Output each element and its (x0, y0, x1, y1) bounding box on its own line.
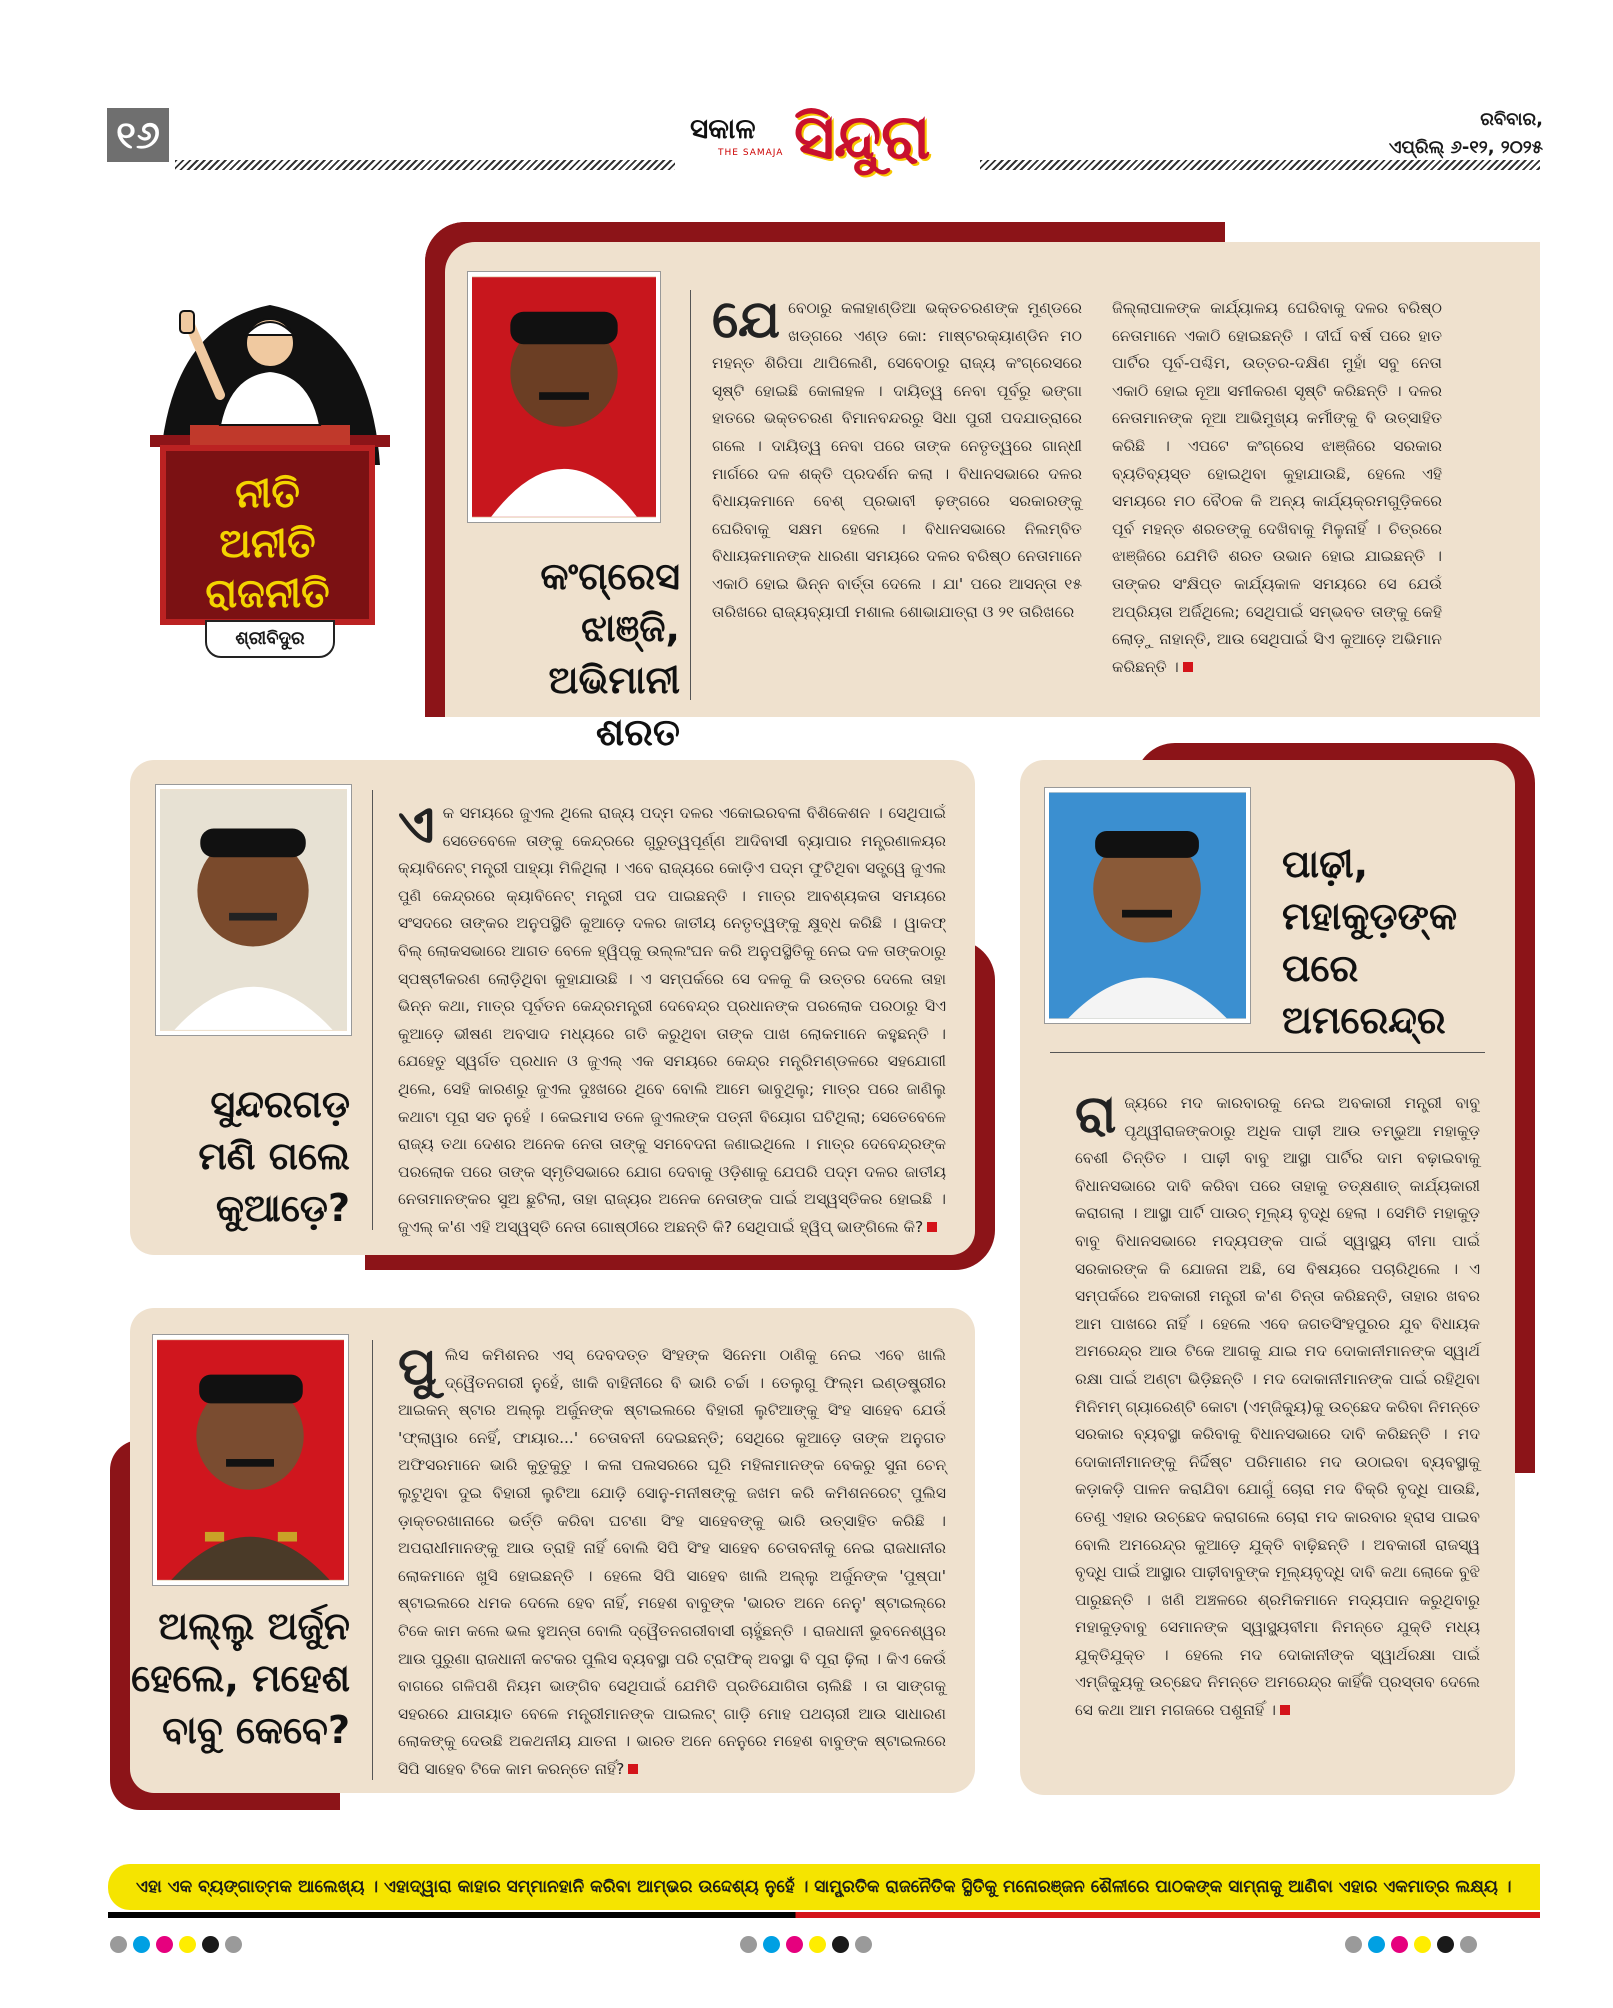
registration-dot (786, 1936, 803, 1953)
registration-dot (832, 1936, 849, 1953)
congress-divider (690, 290, 691, 700)
congress-text-col2 (1112, 295, 1442, 681)
congress-col1-text: ବେଠାରୁ କଳାହାଣ୍ଡିଆ ଭକ୍ତଚରଣଙ୍କ ମୁଣ୍ଡରେ ଖଡ୍ଗରେ ଏଣ୍ଡ କୋ: ମାଷ୍ଟରକ୍ୟାଣ୍ଡିନ ମଠ ମହନ୍ତ ଶିରିପା ଥାପିଲେଣି, ସେବେଠାରୁ ରାଜ୍ୟ କଂଗ୍ରେସରେ ସୃଷ୍ଟି ହୋଇଛି କୋଳାହଳ । ଦାୟିତ୍ୱ ନେବା ପୂର୍ବରୁ ଭଙ୍ଗା ହାତରେ ଭକ୍ତଚରଣ ବିମାନବନ୍ଦରରୁ ସିଧା ପୁରୀ ପଦଯାତ୍ରାରେ ଗଲେ । ଦାୟିତ୍ୱ ନେବା ପରେ ତାଙ୍କ ନେତୃତ୍ୱରେ ଗାନ୍ଧୀ ମାର୍ଗରେ ଦଳ ଶକ୍ତି ପ୍ରଦର୍ଶନ କଲା । ବିଧାନସଭାରେ ଦଳର ବିଧାୟକମାନେ ବେଶ୍ ପ୍ରଭାବୀ ଢ଼ଙ୍ଗରେ ସରକାରଙ୍କୁ ଘେରିବାକୁ ସକ୍ଷମ ହେଲେ । ବିଧାନସଭାରେ ନିଲମ୍ବିତ ବିଧାୟକମାନଙ୍କ ଧାରଣା ସମୟରେ ଦଳର ବରିଷ୍ଠ ନେତାମାନେ ଏକାଠି ହୋଇ ଭିନ୍ନ ବାର୍ତ୍ତା ଦେଲେ । ଯା' ପରେ ଆସନ୍ତା ୧୫ ତାରିଖରେ ରାଜ୍ୟବ୍ୟାପୀ ମଶାଲ ଶୋଭାଯାତ୍ରା ଓ ୨୧ ତାରିଖରେ (712, 299, 1082, 621)
registration-dot (1368, 1936, 1385, 1953)
sundargarh-headline-line-3: କୁଆଡ଼େ? (215, 1186, 350, 1230)
pradhi-headline-line-4: ଅମରେନ୍ଦ୍ର (1282, 998, 1446, 1042)
sundargarh-text (398, 795, 946, 1242)
police-headline-line-3: ବାବୁ କେବେ? (162, 1708, 350, 1752)
portrait-icon (1049, 792, 1246, 1019)
police-headline (130, 1600, 350, 1756)
registration-dot (110, 1936, 127, 1953)
pradhi-divider (1050, 1052, 1485, 1053)
police-headline-line-2: ହେଲେ, ମହେଶ (131, 1656, 350, 1700)
end-mark-icon (1183, 662, 1193, 672)
registration-dot (202, 1936, 219, 1953)
sundargarh-dropcap: ଏ (398, 795, 435, 855)
police-photo (153, 1335, 348, 1585)
column-title-line-2: ଅନୀତି (219, 521, 316, 567)
portrait-icon (472, 276, 656, 518)
registration-marks-right (1345, 1935, 1477, 1953)
end-mark-icon (1280, 1705, 1290, 1715)
police-headline-line-1: ଅଲ୍ଲୁ ଅର୍ଜୁନ (158, 1604, 350, 1648)
police-text (398, 1337, 946, 1784)
registration-dot (1460, 1936, 1477, 1953)
issue-day: ରବିବାର, (1480, 109, 1543, 130)
sundargarh-headline-line-2: ମଣି ଗଲେ (198, 1134, 350, 1178)
end-mark-icon (628, 1764, 638, 1774)
registration-dot (740, 1936, 757, 1953)
police-dropcap: ପୁ (398, 1337, 437, 1397)
congress-headline (470, 550, 680, 758)
sundargarh-headline (150, 1078, 350, 1234)
brand-small: ସକାଳ (690, 112, 756, 145)
congress-dropcap: ଯେ (712, 290, 781, 350)
pradhi-headline-line-3: ପରେ (1282, 946, 1359, 990)
registration-marks-left (110, 1935, 242, 1953)
column-title-box (160, 445, 375, 625)
sundargarh-divider (372, 790, 373, 1230)
column-title-line-3: ରାଜନୀତି (205, 571, 330, 617)
sundargarh-headline-line-1: ସୁନ୍ଦରଗଡ଼ (210, 1082, 350, 1126)
satire-disclaimer: ଏହା ଏକ ବ୍ୟଙ୍ଗାତ୍ମକ ଆଲେଖ୍ୟ । ଏହାଦ୍ୱାରା କାହାର ସମ୍ମାନହାନି କରିବା ଆମ୍ଭର ଉଦ୍ଦେଶ୍ୟ ନୁହେଁ । ସାମ୍ପ୍ରତିକ ରାଜନୈତିକ ସ୍ଥିତିକୁ ମନୋରଞ୍ଜନ ଶୈଳୀରେ ପାଠକଙ୍କ ସାମ୍ନାକୁ ଆଣିବା ଏହାର ଏକମାତ୍ର ଲକ୍ଷ୍ୟ । (108, 1864, 1540, 1910)
pradhi-headline-line-1: ପାଢ଼ୀ, (1282, 842, 1369, 886)
police-body-text: ଲିସ କମିଶନର ଏସ୍ ଦେବଦତ୍ତ ସିଂହଙ୍କ ସିନେମା ଠାଣିକୁ ନେଇ ଏବେ ଖାଲି ଦ୍ୱୈତନଗରୀ ନୁହେଁ, ଖାକି ବାହିନୀରେ ବି ଭାରି ଚର୍ଚ୍ଚା । ତେଲୁଗୁ ଫିଲ୍ମ ଇଣ୍ଡଷ୍ଟ୍ରୀର ଆଇକନ୍ ଷ୍ଟାର ଅଲ୍ଲୁ ଅର୍ଜୁନଙ୍କ ଷ୍ଟାଇଲରେ ବିହାରୀ ଲୁଟିଆଙ୍କୁ ସିଂହ ସାହେବ ଯେଉଁ 'ଫ୍ଲାୱାର ନେହିଁ, ଫାୟାର...' ଚେତାବନୀ ଦେଇଛନ୍ତି; ସେଥିରେ କୁଆଡ଼େ ତାଙ୍କ ଅନୁଗତ ଅଫିସରମାନେ ଭାରି କୁତୁକୁତୁ । କଳା ପଲସରରେ ଘୂରି ମହିଳାମାନଙ୍କ ବେକରୁ ସୁନା ଚେନ୍ ଲୁଟୁଥିବା ଦୁଇ ବିହାରୀ ଲୁଟିଆ ଯୋଡ଼ି ସୋନୁ-ମନୀଷଙ୍କୁ ଜଖମ କରି କମିଶନରେଟ୍ ପୁଲିସ ଡ଼ାକ୍ତରଖାନାରେ ଭର୍ତ୍ତି କରିବା ଘଟଣା ସିଂହ ସାହେବଙ୍କୁ ଭାରି ଉତ୍ସାହିତ କରିଛି । ଅପରାଧୀମାନଙ୍କୁ ଆଉ ତ୍ରାହି ନାହିଁ ବୋଲି ସିପି ସିଂହ ସାହେବ ଚେତାବନୀକୁ ନେଇ ରାଜଧାନୀର ଲୋକମାନେ ଖୁସି ହୋଇଛନ୍ତି । ହେଲେ ସିପି ସାହେବ ଖାଲି ଅଲ୍ଲୁ ଅର୍ଜୁନଙ୍କ 'ପୁଷ୍ପା' ଷ୍ଟାଇଲରେ ଧମକ ଦେଲେ ହେବ ନାହିଁ, ମହେଶ ବାବୁଙ୍କ 'ଭାରତ ଅନେ ନେନୁ' ଷ୍ଟାଇଲ୍‌ରେ ଟିକେ କାମ କଲେ ଭଲ ହୁଅନ୍ତା ବୋଲି ଦ୍ୱୈତନଗରୀବାସୀ ଚାହୁଁଛନ୍ତି । ରାଜଧାନୀ ଭୁବନେଶ୍ୱର ଆଉ ପୁରୁଣା ରାଜଧାନୀ କଟକର ପୁଲିସ ବ୍ୟବସ୍ଥା ପରି ଟ୍ରାଫିକ୍ ଅବସ୍ଥା ବି ପୂରା ଢ଼ିଲା । କିଏ କେଉଁ ବାଗରେ ଗଳିପଶି ନିୟମ ଭାଙ୍ଗିବ ସେଥିପାଇଁ ଯେମିତି ପ୍ରତିଯୋଗିତା ଚାଲିଛି । ତା ସାଙ୍ଗକୁ ସହରରେ ଯାତାୟାତ ବେଳେ ମନ୍ତ୍ରୀମାନଙ୍କ ପାଇଲଟ୍ ଗାଡ଼ି ମୋହ ପଥଚାରୀ ଆଉ ସାଧାରଣ ଲୋକଙ୍କୁ ଦେଉଛି ଅକଥନୀୟ ଯାତନା । ଭାରତ ଅନେ ନେନୁରେ ମହେଶ ବାବୁଙ୍କ ଷ୍ଟାଇଲରେ ସିପି ସାହେବ ଟିକେ କାମ କରନ୍ତେ ନାହିଁ? (398, 1346, 946, 1778)
police-divider (372, 1340, 373, 1780)
registration-dot (763, 1936, 780, 1953)
end-mark-icon (927, 1222, 937, 1232)
header-rule-left (175, 160, 675, 170)
masthead-logo (690, 98, 970, 190)
footer-bar (108, 1912, 1540, 1918)
pradhi-photo (1045, 788, 1250, 1023)
sundargarh-photo (156, 785, 351, 1035)
registration-dot (1414, 1936, 1431, 1953)
column-title-line-1: ନୀତି (235, 471, 300, 517)
congress-photo (468, 272, 660, 522)
registration-dot (225, 1936, 242, 1953)
pradhi-dropcap: ରା (1075, 1085, 1117, 1145)
brand-small-sub: THE SAMAJA (718, 148, 784, 158)
pradhi-headline (1282, 838, 1502, 1046)
registration-dot (156, 1936, 173, 1953)
pradhi-headline-line-2: ମହାକୁଡ଼ଙ୍କ (1282, 894, 1458, 938)
issue-date-range: ଏପ୍ରିଲ୍ ୬-୧୨, ୨୦୨୫ (1388, 137, 1543, 158)
brand-main: ସିନ୍ଦୁରା (794, 100, 931, 173)
registration-dot (133, 1936, 150, 1953)
registration-dot (1345, 1936, 1362, 1953)
portrait-icon (160, 789, 347, 1031)
page-number: ୧୬ (107, 108, 169, 162)
congress-col2-text: ଜିଲ୍ଲାପାଳଙ୍କ କାର୍ଯ୍ୟାଳୟ ଘେରିବାକୁ ଦଳର ବରିଷ୍ଠ ନେତାମାନେ ଏକାଠି ହୋଇଛନ୍ତି । ଦୀର୍ଘ ବର୍ଷ ପରେ ହାତ ପାର୍ଟିର ପୂର୍ବ-ପଶ୍ଚିମ, ଉତ୍ତର-ଦକ୍ଷିଣ ମୁହାଁ ସବୁ ନେତା ଏକାଠି ହୋଇ ନୂଆ ସମୀକରଣ ସୃଷ୍ଟି କରିଛନ୍ତି । ଦଳର ନେତାମାନଙ୍କ ନୂଆ ଆଭିମୁଖ୍ୟ କର୍ମୀଙ୍କୁ ବି ଉତ୍ସାହିତ କରିଛି । ଏପଟେ କଂଗ୍ରେସ ଝାଞ୍ଜିରେ ସରକାର ବ୍ୟତିବ୍ୟସ୍ତ ହୋଇଥିବା କୁହାଯାଉଛି, ହେଲେ ଏହି ସମୟରେ ମଠ ବୈଠକ କି ଅନ୍ୟ କାର୍ଯ୍ୟକ୍ରମଗୁଡ଼ିକରେ ପୂର୍ବ ମହନ୍ତ ଶରତଙ୍କୁ ଦେଖିବାକୁ ମିଳୁନାହିଁ । ଚିତ୍ରରେ ଝାଞ୍ଜିରେ ଯେମିତି ଶରତ ଉଭାନ ହୋଇ ଯାଇଛନ୍ତି । ତାଙ୍କର ସଂକ୍ଷିପ୍ତ କାର୍ଯ୍ୟକାଳ ସମୟରେ ସେ ଯେଉଁ ଅପ୍ରିୟତା ଅର୍ଜିଥିଲେ; ସେଥିପାଇଁ ସମ୍ଭବତ ତାଙ୍କୁ କେହି ଲୋଡ଼ୁ ନାହାନ୍ତି, ଆଉ ସେଥିପାଇଁ ସିଏ କୁଆଡ଼େ ଅଭିମାନ କରିଛନ୍ତି । (1112, 299, 1442, 676)
registration-dot (179, 1936, 196, 1953)
column-byline: ଶ୍ରୀବିଦୁର (205, 620, 335, 658)
congress-headline-line-2: ଅଭିମାନୀ (548, 658, 680, 702)
congress-headline-line-3: ଶରତ (595, 710, 680, 754)
registration-dot (1391, 1936, 1408, 1953)
registration-dot (1437, 1936, 1454, 1953)
issue-date (1389, 106, 1543, 162)
pradhi-text (1075, 1085, 1480, 1725)
sundargarh-body-text: କ ସମୟରେ ଜୁଏଲ ଥିଲେ ରାଜ୍ୟ ପଦ୍ମ ଦଳର ଏକୋଇରବଳା ବିଶିକେଶନ । ସେଥିପାଇଁ ସେତେବେଳେ ତାଙ୍କୁ କେନ୍ଦ୍ରରେ ଗୁରୁତ୍ୱପୂର୍ଣ୍ଣ ଆଦିବାସୀ ବ୍ୟାପାର ମନ୍ତ୍ରଣାଳୟର କ୍ୟାବିନେଟ୍ ମନ୍ତ୍ରୀ ପାହ୍ୟା ମିଳିଥିଲା । ଏବେ ରାଜ୍ୟରେ କୋଡ଼ିଏ ପଦ୍ମ ଫୁଟିଥିବା ସତ୍ତ୍ୱେ ଜୁଏଲ ପୁଣି କେନ୍ଦ୍ରରେ କ୍ୟାବିନେଟ୍ ମନ୍ତ୍ରୀ ପଦ ପାଇଛନ୍ତି । ମାତ୍ର ଆବଶ୍ୟକତା ସମୟରେ ସଂସଦରେ ତାଙ୍କର ଅନୁପସ୍ଥିତି କୁଆଡ଼େ ଦଳର ଜାତୀୟ ନେତୃତ୍ୱଙ୍କୁ କ୍ଷୁବ୍ଧ କରିଛି । ୱାକଫ୍ ବିଲ୍ ଲୋକସଭାରେ ଆଗତ ବେଳେ ହ୍ୱିପ୍‌କୁ ଉଲ୍ଲଂଘନ କରି ଅନୁପସ୍ଥିତିକୁ ନେଇ ଦଳ ତାଙ୍କଠାରୁ ସ୍ପଷ୍ଟୀକରଣ ଲୋଡ଼ିଥିବା କୁହାଯାଉଛି । ଏ ସମ୍ପର୍କରେ ସେ ଦଳକୁ କି ଉତ୍ତର ଦେଲେ ତାହା ଭିନ୍ନ କଥା, ମାତ୍ର ପୂର୍ବତନ କେନ୍ଦ୍ରମନ୍ତ୍ରୀ ଦେବେନ୍ଦ୍ର ପ୍ରଧାନଙ୍କ ପରଲୋକ ପରଠାରୁ ସିଏ କୁଆଡ଼େ ଭୀଷଣ ଅବସାଦ ମଧ୍ୟରେ ଗତି କରୁଥିବା ତାଙ୍କ ପାଖ ଲୋକମାନେ କହୁଛନ୍ତି । ଯେହେତୁ ସ୍ୱର୍ଗତ ପ୍ରଧାନ ଓ ଜୁଏଲ୍ ଏକ ସମୟରେ କେନ୍ଦ୍ର ମନ୍ତ୍ରିମଣ୍ଡଳରେ ସହଯୋଗୀ ଥିଲେ, ସେହି କାରଣରୁ ଜୁଏଲ ଦୁଃଖରେ ଥିବେ ବୋଲି ଆମେ ଭାବୁଥିଲୁ; ମାତ୍ର ପରେ ଜାଣିଲୁ କଥାଟା ପୂରା ସତ ନୁହେଁ । କେଇମାସ ତଳେ ଜୁଏଲଙ୍କ ପତ୍ନୀ ବିୟୋଗ ଘଟିଥିଲା; ସେତେବେଳେ ରାଜ୍ୟ ତଥା ଦେଶର ଅନେକ ନେତା ତାଙ୍କୁ ସମବେଦନା ଜଣାଇଥିଲେ । ମାତ୍ର ଦେବେନ୍ଦ୍ରଙ୍କ ପରଲୋକ ପରେ ତାଙ୍କ ସ୍ମୃତିସଭାରେ ଯୋଗ ଦେବାକୁ ଓଡ଼ିଶାକୁ ଯେପରି ପଦ୍ମ ଦଳର ଜାତୀୟ ନେତାମାନଙ୍କର ସୁଅ ଛୁଟିଲା, ତାହା ରାଜ୍ୟର ଅନେକ ନେତାଙ୍କ ପାଇଁ ଅସ୍ୱସ୍ତିକର ହୋଇଛି । ଜୁଏଲ୍ କ'ଣ ଏହି ଅସ୍ୱସ୍ତି ନେତା ଗୋଷ୍ଠୀରେ ଅଛନ୍ତି କି? ସେଥିପାଇଁ ହ୍ୱିପ୍ ଭାଙ୍ଗିଲେ କି? (398, 804, 946, 1236)
registration-dot (809, 1936, 826, 1953)
registration-marks-center (740, 1935, 872, 1953)
congress-text-col1 (712, 290, 1082, 626)
pradhi-body-text: ଜ୍ୟରେ ମଦ କାରବାରକୁ ନେଇ ଅବକାରୀ ମନ୍ତ୍ରୀ ବାବୁ ପୃଥ୍ୱୀରାଜଙ୍କଠାରୁ ଅଧିକ ପାଢ଼ୀ ଆଉ ତମ୍ଭୁଆ ମହାକୁଡ଼ ବେଶୀ ଚିନ୍ତିତ । ପାଢ଼ୀ ବାବୁ ଆସ୍ଥା ପାର୍ଟିର ଦାମ ବଢ଼ାଇବାକୁ ବିଧାନସଭାରେ ଦାବି କରିବା ପରେ ତାହାକୁ ତତ୍‌କ୍ଷଣାତ୍ କାର୍ଯ୍ୟକାରୀ କରାଗଲା । ଆସ୍ଥା ପାର୍ଟି ପାଉଚ୍ ମୂଲ୍ୟ ବୃଦ୍ଧି ହେଲା । ସେମିତି ମହାକୁଡ଼ ବାବୁ ବିଧାନସଭାରେ ମଦ୍ୟପଙ୍କ ପାଇଁ ସ୍ୱାସ୍ଥ୍ୟ ବୀମା ପାଇଁ ସରକାରଙ୍କ କି ଯୋଜନା ଅଛି, ସେ ବିଷୟରେ ପଚାରିଥିଲେ । ଏ ସମ୍ପର୍କରେ ଅବକାରୀ ମନ୍ତ୍ରୀ କ'ଣ ଚିନ୍ତା କରିଛନ୍ତି, ତାହାର ଖବର ଆମ ପାଖରେ ନାହିଁ । ହେଲେ ଏବେ ଜଗତସିଂହପୁରର ଯୁବ ବିଧାୟକ ଅମରେନ୍ଦ୍ର ଆଉ ଟିକେ ଆଗକୁ ଯାଇ ମଦ ଦୋକାନୀମାନଙ୍କ ସ୍ୱାର୍ଥ ରକ୍ଷା ପାଇଁ ଅଣ୍ଟା ଭିଡ଼ିଛନ୍ତି । ମଦ ଦୋକାନୀମାନଙ୍କ ପାଇଁ ରହିଥିବା ମିନିମମ୍ ଗ୍ୟାରେଣ୍ଟି କୋଟା (ଏମ୍‌ଜିକ୍ୟୁ)କୁ ଉଚ୍ଛେଦ କରିବା ନିମନ୍ତେ ସରକାର ବ୍ୟବସ୍ଥା କରିବାକୁ ବିଧାନସଭାରେ ଦାବି କରିଛନ୍ତି । ମଦ ଦୋକାନୀମାନଙ୍କୁ ନିର୍ଦ୍ଦିଷ୍ଟ ପରିମାଣର ମଦ ଉଠାଇବା ବ୍ୟବସ୍ଥାକୁ କଡ଼ାକଡ଼ି ପାଳନ କରାଯିବା ଯୋଗୁଁ ଚୋରା ମଦ ବିକ୍ରି ବୃଦ୍ଧି ପାଉଛି, ତେଣୁ ଏହାର ଉଚ୍ଛେଦ କରାଗଲେ ଚୋରା ମଦ କାରବାର ହ୍ରାସ ପାଇବ ବୋଲି ଅମରେନ୍ଦ୍ର କୁଆଡ଼େ ଯୁକ୍ତି ବାଢ଼ିଛନ୍ତି । ଅବକାରୀ ରାଜସ୍ୱ ବୃଦ୍ଧି ପାଇଁ ଆସ୍ଥାର ପାଢ଼ୀବାବୁଙ୍କ ମୂଲ୍ୟବୃଦ୍ଧି ଦାବି କଥା ଲୋକେ ବୁଝି ପାରୁଛନ୍ତି । ଖଣି ଅଞ୍ଚଳରେ ଶ୍ରମିକମାନେ ମଦ୍ୟପାନ କରୁଥିବାରୁ ମହାକୁଡ଼ବାବୁ ସେମାନଙ୍କ ସ୍ୱାସ୍ଥ୍ୟବୀମା ନିମନ୍ତେ ଯୁକ୍ତି ମଧ୍ୟ ଯୁକ୍ତିଯୁକ୍ତ । ହେଲେ ମଦ ଦୋକାନୀଙ୍କ ସ୍ୱାର୍ଥରକ୍ଷା ପାଇଁ ଏମ୍‌ଜିକ୍ୟୁକୁ ଉଚ୍ଛେଦ ନିମନ୍ତେ ଅମରେନ୍ଦ୍ର କାହିଁକି ପ୍ରସ୍ତାବ ଦେଲେ ସେ କଥା ଆମ ମଗଜରେ ପଶୁନାହିଁ । (1075, 1094, 1480, 1720)
registration-dot (855, 1936, 872, 1953)
congress-headline-line-1: କଂଗ୍ରେସ ଝାଞ୍ଜି, (540, 554, 680, 650)
portrait-icon (157, 1339, 344, 1581)
